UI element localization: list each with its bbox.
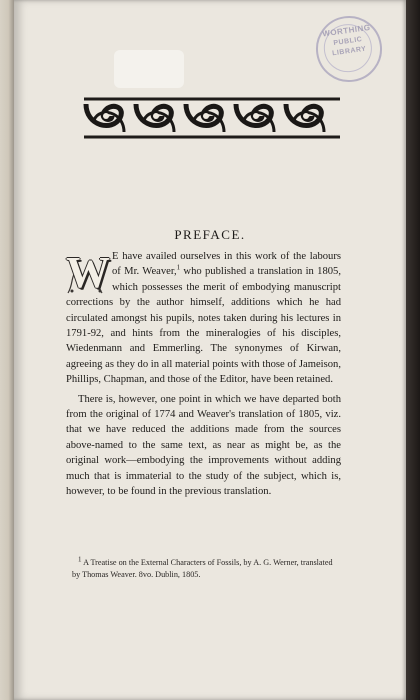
footnote-reference: 1: [176, 263, 181, 272]
paragraph-2: There is, however, one point in which we have departed both from the original of 1774 and Weaver's translation of 1805, viz. that we have reduced the additions made from the sources above-named to the same text, as near as might be, as the original work—embodying the improvements without adding much that is immaterial to the study of the subject, which is, however, to be found in the previous translation.: [66, 393, 341, 498]
page-title: PREFACE.: [174, 227, 246, 242]
stamp-line-3: LIBRARY: [331, 45, 367, 58]
paper-smudge: [114, 50, 184, 88]
library-stamp: [312, 12, 387, 87]
footnote-marker: 1: [78, 555, 82, 564]
drop-cap: [66, 248, 110, 297]
footnote-text: A Treatise on the External Characters of Fossils, by A. G. Werner, translated by Thomas Weaver. 8vo. Dublin, 1805.: [72, 558, 333, 579]
paragraph-1-rest: who published a translation in 1805, which possesses the merit of embodying manuscript corrections by the author himself, additions which he had circulated amongst his pupils, notes taken during his lectures in 1791-92, and hints from the mineralogies of his disciples, Wiedenmann and Emmerling. The synonymes of Kirwan, agreeing as they do in all material points with those of Jameison, Phillips, Chapman, and those of the Editor, have been retained.: [66, 266, 342, 386]
paragraph-1-start: E have availed ourselves in this work of the labours of Mr. Weaver,: [112, 251, 341, 278]
stamp-line-2: PUBLIC: [333, 36, 363, 48]
stamp-line-1: WORTHING: [321, 22, 372, 39]
footnote: [72, 557, 342, 581]
cover-edge: [0, 0, 14, 700]
book-page: [14, 0, 406, 700]
headpiece-ornament-icon: [82, 96, 342, 140]
preface-body: [66, 249, 341, 500]
paragraph-1: [66, 249, 341, 388]
book-spine: [406, 0, 420, 700]
drop-cap-letter: W: [66, 248, 110, 297]
